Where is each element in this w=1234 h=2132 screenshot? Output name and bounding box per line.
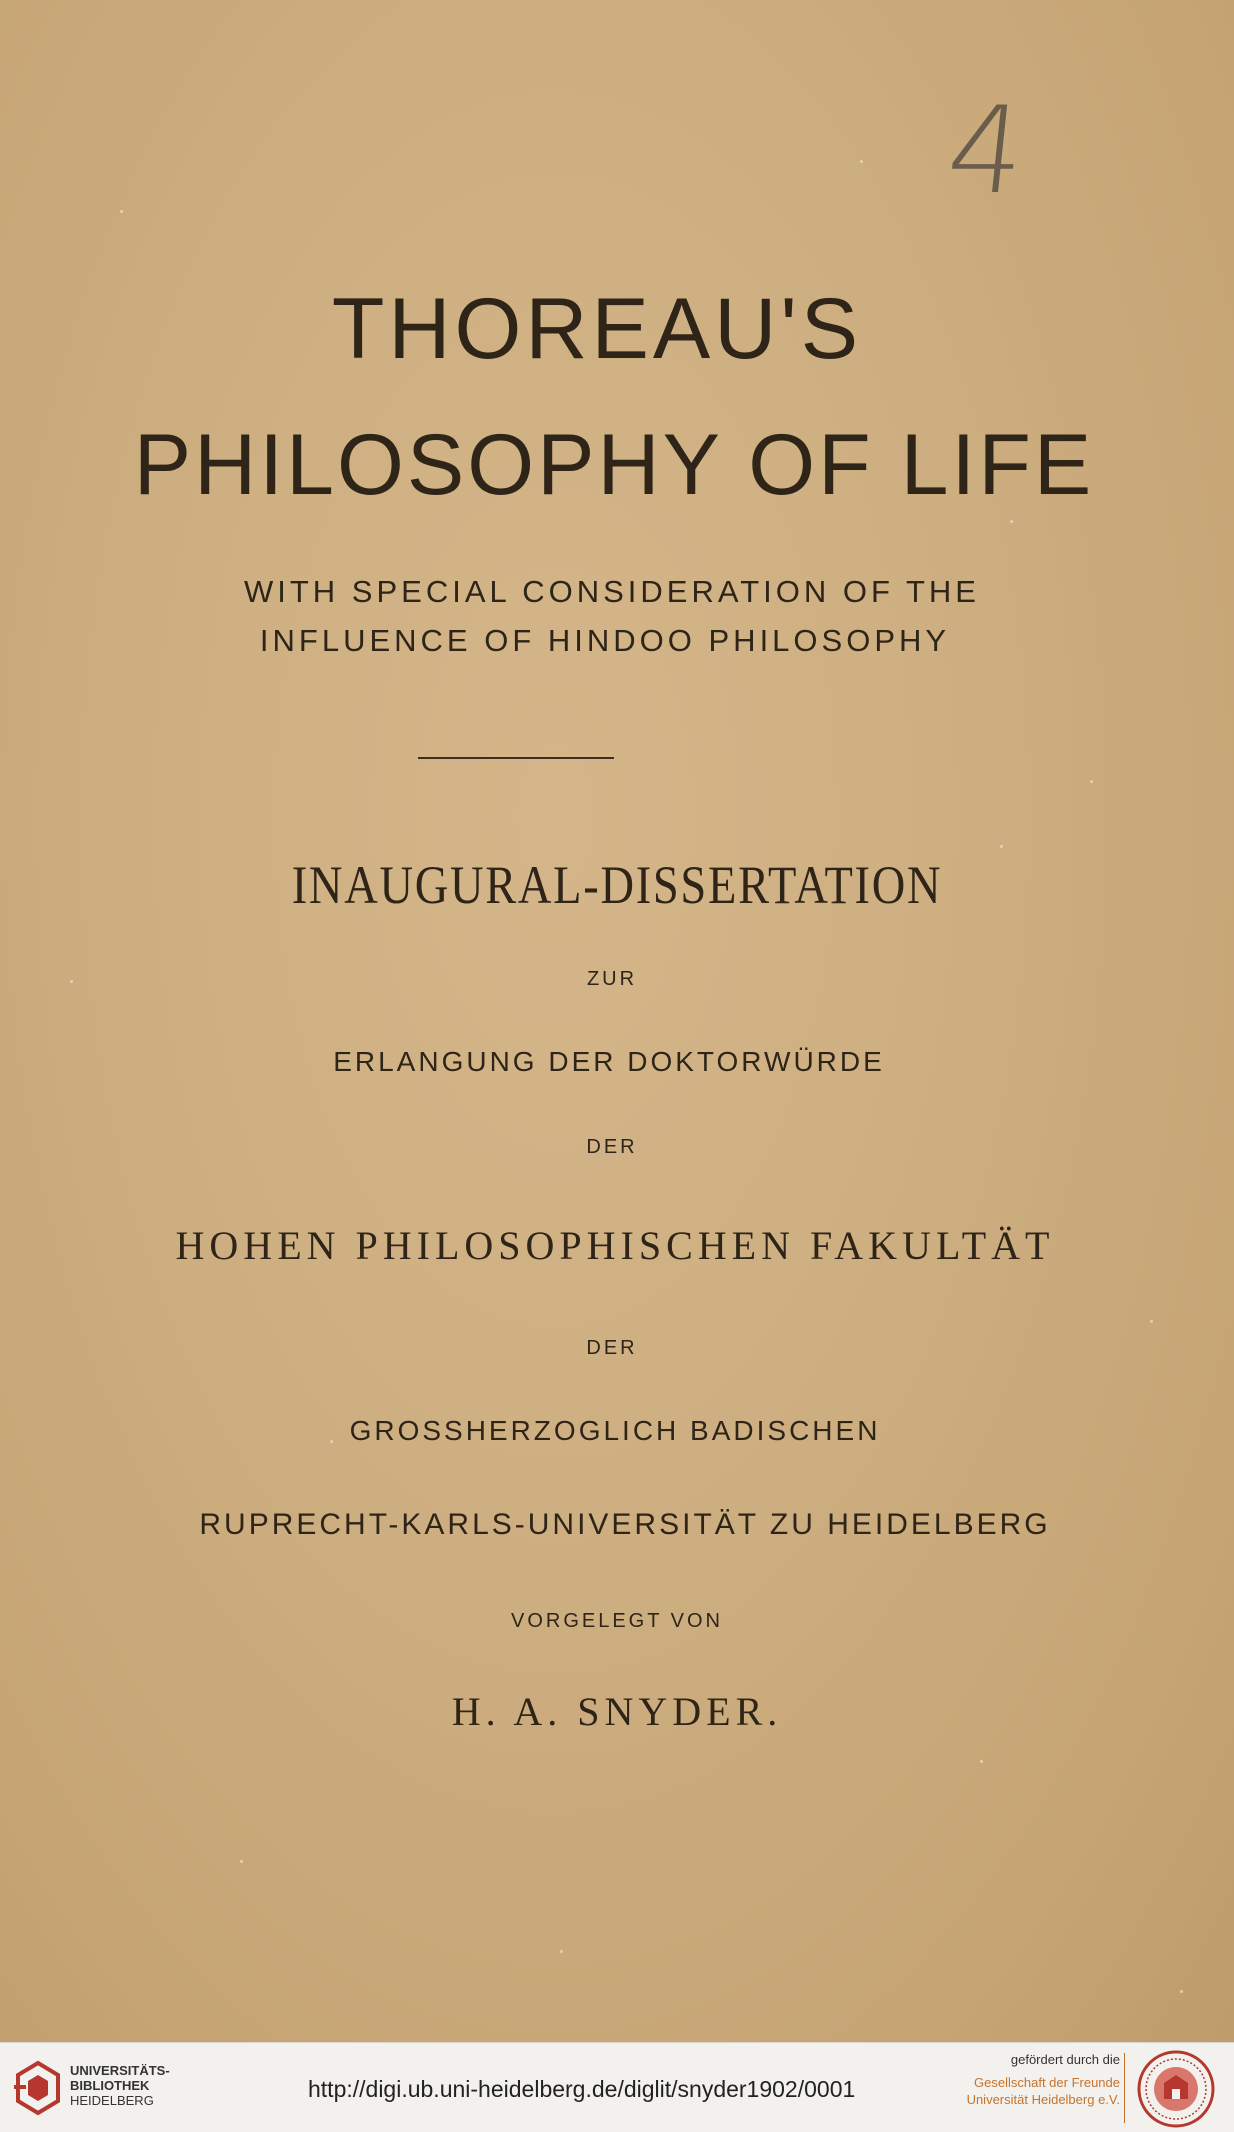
sponsor-org-line-2: Universität Heidelberg e.V. bbox=[966, 2092, 1120, 2107]
permalink-url[interactable]: http://digi.ub.uni-heidelberg.de/diglit/snyder1902/0001 bbox=[308, 2076, 856, 2102]
erlangung-text: ERLANGUNG DER DOKTORWÜRDE bbox=[333, 1046, 885, 1077]
library-logo-icon[interactable] bbox=[12, 2059, 64, 2117]
sponsor-org-line-1: Gesellschaft der Freunde bbox=[974, 2075, 1120, 2090]
vorgelegt-text: VORGELEGT VON bbox=[510, 1610, 723, 1632]
handwritten-page-number: 4 bbox=[940, 82, 1032, 221]
title-line-2: PHILOSOPHY OF LIFE bbox=[133, 417, 1095, 513]
divider-rule bbox=[418, 757, 614, 759]
author-name: H. A. SNYDER. bbox=[451, 1689, 783, 1734]
university-text: RUPRECHT-KARLS-UNIVERSITÄT ZU HEIDELBERG bbox=[199, 1508, 1051, 1541]
grossherzoglich-text: GROSSHERZOGLICH BADISCHEN bbox=[349, 1415, 881, 1446]
subtitle-line-1: WITH SPECIAL CONSIDERATION OF THE bbox=[244, 574, 980, 609]
der-text-1: DER bbox=[586, 1136, 638, 1158]
subtitle-line-2: INFLUENCE OF HINDOO PHILOSOPHY bbox=[259, 623, 951, 658]
der-text-2: DER bbox=[586, 1337, 638, 1359]
zur-text: ZUR bbox=[586, 968, 638, 990]
library-line-1: UNIVERSITÄTS- bbox=[70, 2063, 170, 2078]
sponsor-by-text: gefördert durch die bbox=[1010, 2052, 1120, 2067]
faculty-text: HOHEN PHILOSOPHISCHEN FAKULTÄT bbox=[175, 1223, 1055, 1268]
university-seal-icon[interactable] bbox=[1136, 2049, 1216, 2129]
footer-bar bbox=[0, 2042, 1234, 2132]
library-name[interactable] bbox=[70, 2063, 170, 2108]
sponsor-block[interactable] bbox=[955, 2051, 1120, 2108]
library-line-3: HEIDELBERG bbox=[70, 2093, 154, 2108]
dissertation-heading: INAUGURAL-DISSERTATION bbox=[291, 855, 943, 915]
library-line-2: BIBLIOTHEK bbox=[70, 2078, 150, 2093]
sponsor-divider bbox=[1124, 2053, 1125, 2123]
title-line-1: THOREAU'S bbox=[331, 281, 863, 377]
